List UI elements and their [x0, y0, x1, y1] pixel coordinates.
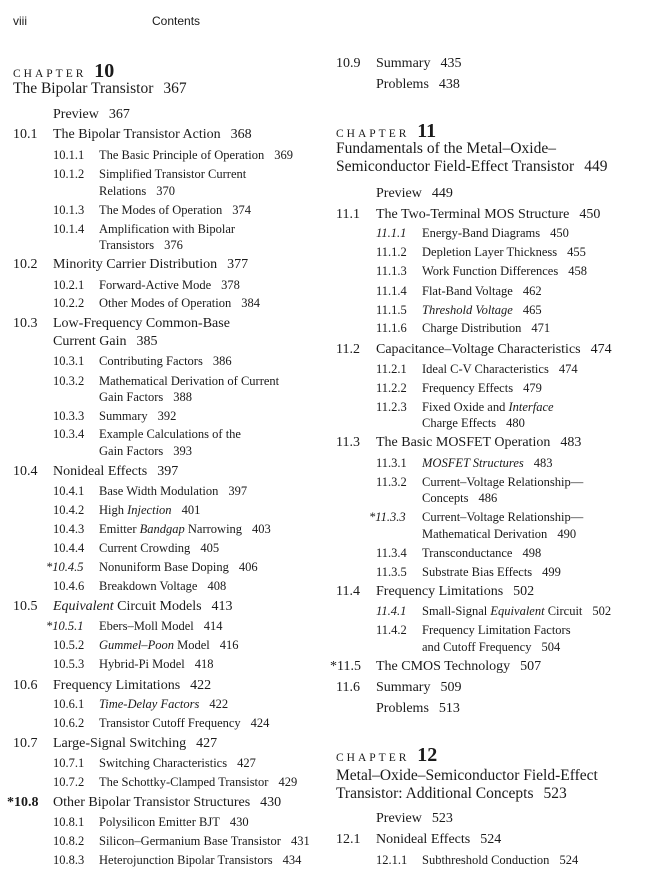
entry-title: Large-Signal Switching: [53, 736, 187, 751]
toc-entry-subsection[interactable]: [336, 382, 542, 395]
entry-number: 12.1: [336, 832, 361, 847]
toc-entry-section[interactable]: [336, 343, 612, 357]
page-number-ref: 388: [173, 390, 192, 404]
entry-number: *10.8: [7, 795, 39, 810]
entry-number: 12.1.1: [376, 853, 408, 867]
page-number-ref: 474: [558, 362, 578, 376]
entry-number: 11.3.2: [376, 475, 407, 489]
toc-entry-subsection[interactable]: [13, 542, 219, 555]
chapter-heading: [336, 745, 437, 765]
entry-title: Emitter Bandgap Narrowing: [99, 522, 243, 536]
page-number-ref: 378: [221, 278, 240, 292]
entry-title: The Schottky-Clamped Transistor: [99, 775, 269, 789]
entry-title: Amplification with Bipolar: [99, 222, 236, 236]
entry-title: Frequency Limitations: [53, 678, 181, 693]
toc-entry-subsection[interactable]: [336, 528, 576, 541]
toc-entry-subsection[interactable]: [13, 698, 228, 711]
toc-entry-subsection[interactable]: [13, 168, 246, 181]
entry-number: 10.6.2: [53, 716, 85, 730]
page-number-ref: 416: [219, 638, 239, 652]
entry-title: Energy-Band Diagrams: [422, 226, 541, 240]
chapter-number: 10: [94, 60, 115, 82]
entry-title: Preview: [376, 811, 422, 826]
page-number-ref: 418: [194, 657, 214, 671]
entry-number: *10.5.1: [46, 619, 84, 633]
entry-title: Current–Voltage Relationship—: [422, 475, 584, 489]
page-number-ref: 479: [523, 381, 542, 395]
entry-title: The Bipolar Transistor: [13, 80, 154, 97]
entry-number: 10.3: [13, 316, 38, 331]
toc-entry-section[interactable]: [336, 702, 460, 716]
toc-entry-subsection[interactable]: [336, 624, 571, 637]
entry-number: 10.3.1: [53, 354, 85, 368]
toc-entry-subsection[interactable]: [336, 265, 587, 278]
toc-entry-subsection[interactable]: [336, 227, 569, 240]
entry-number: 10.1.1: [53, 148, 85, 162]
toc-entry-section[interactable]: [330, 659, 542, 674]
entry-number: *11.5: [330, 659, 361, 674]
entry-number: 10.7: [13, 736, 38, 751]
page-number-ref: 386: [212, 354, 232, 368]
entry-number: 10.2.2: [53, 296, 85, 310]
page-number-ref: 523: [431, 811, 453, 826]
toc-entry-subsection[interactable]: [13, 239, 183, 252]
entry-title: Metal–Oxide–Semiconductor Field-Effect: [336, 767, 598, 784]
entry-title: Transistor Cutoff Frequency: [99, 716, 241, 730]
toc-entry-section[interactable]: [336, 812, 453, 826]
entry-title: Base Width Modulation: [99, 484, 219, 498]
entry-title: Current–Voltage Relationship—: [422, 510, 584, 524]
entry-title: Heterojunction Bipolar Transistors: [99, 853, 273, 867]
page-number-ref: 392: [157, 409, 177, 423]
entry-title: Breakdown Voltage: [99, 579, 198, 593]
chapter-label: CHAPTER: [336, 752, 410, 764]
page-number-ref: 449: [431, 186, 453, 201]
toc-entry-section[interactable]: [336, 187, 453, 201]
entry-title: Hybrid-Pi Model: [99, 657, 185, 671]
entry-number: 11.1.1: [376, 226, 407, 240]
entry-title: The Bipolar Transistor Action: [53, 127, 221, 142]
entry-number: 10.8.2: [53, 834, 85, 848]
entry-number: 11.2.2: [376, 381, 407, 395]
page-number-ref: 435: [440, 56, 462, 71]
entry-title: Fixed Oxide and Interface: [422, 400, 554, 414]
entry-title: Depletion Layer Thickness: [422, 245, 558, 259]
entry-title: High Injection: [99, 503, 172, 517]
entry-number: 11.3.5: [376, 565, 407, 579]
toc-entry-subsection[interactable]: [13, 561, 258, 574]
page-number-ref: 458: [568, 264, 587, 278]
entry-title: Current Crowding: [99, 541, 191, 555]
entry-number: 10.8.3: [53, 853, 85, 867]
page-number-ref: 486: [478, 491, 498, 505]
entry-number: 11.3.4: [376, 546, 407, 560]
entry-title: Preview: [53, 107, 99, 122]
page-number-ref: 406: [238, 560, 258, 574]
entry-title: Preview: [376, 186, 422, 201]
toc-entry-subsection[interactable]: [336, 547, 541, 560]
entry-title: Charge Distribution: [422, 321, 522, 335]
toc-entry-section[interactable]: [13, 600, 233, 614]
toc-entry-subsection[interactable]: [13, 854, 301, 867]
page-number-ref: 397: [228, 484, 248, 498]
page-number-ref: 431: [290, 834, 310, 848]
toc-entry-section[interactable]: [13, 258, 248, 272]
entry-title: Summary: [376, 56, 431, 71]
entry-number: 10.4.1: [53, 484, 85, 498]
toc-entry-subsection[interactable]: [13, 375, 279, 388]
entry-title: Mathematical Derivation of Current: [99, 374, 280, 388]
entry-number: 10.1.4: [53, 222, 85, 236]
toc-entry-section[interactable]: [13, 128, 252, 142]
toc-entry-subsection[interactable]: [13, 485, 247, 498]
entry-title: Flat-Band Voltage: [422, 284, 513, 298]
entry-number: 11.4.2: [376, 623, 407, 637]
toc-entry-subsection[interactable]: [336, 605, 611, 618]
toc-entry-section[interactable]: [13, 737, 217, 751]
toc-entry-section[interactable]: [7, 795, 282, 810]
page-number-ref: 434: [282, 853, 302, 867]
toc-entry-subsection[interactable]: [13, 428, 241, 441]
page-number-ref: 367: [108, 107, 130, 122]
page-number-ref: 397: [157, 464, 179, 479]
toc-entry-section[interactable]: [13, 317, 230, 331]
entry-title: Subthreshold Conduction: [422, 853, 550, 867]
toc-entry-subsection[interactable]: [336, 492, 497, 505]
entry-number: 10.4.2: [53, 503, 85, 517]
toc-entry-subsection[interactable]: [336, 417, 525, 430]
page-number-ref: 438: [438, 77, 460, 92]
toc-entry-subsection[interactable]: [336, 476, 583, 489]
chapter-title[interactable]: [336, 159, 607, 175]
page-number-ref: 414: [203, 619, 223, 633]
toc-entry-subsection[interactable]: [13, 523, 271, 536]
page-number-ref: 384: [241, 296, 261, 310]
entry-number: 11.2: [336, 342, 360, 357]
entry-title: Mathematical Derivation: [422, 527, 548, 541]
page-number-ref: 471: [531, 321, 551, 335]
toc-entry-subsection[interactable]: [13, 223, 235, 236]
toc-entry-section[interactable]: [13, 108, 130, 122]
entry-title: Gummel–Poon Model: [99, 638, 210, 652]
entry-number: 10.5.2: [53, 638, 85, 652]
entry-title: Gain Factors: [99, 390, 164, 404]
page-number-ref: 524: [480, 832, 502, 847]
page-number-ref: 483: [533, 456, 553, 470]
entry-number: 10.9: [336, 56, 361, 71]
entry-title: Transistor: Additional Concepts: [336, 785, 534, 802]
page-number-ref: 403: [252, 522, 271, 536]
entry-title: and Cutoff Frequency: [422, 640, 532, 654]
entry-number: 10.6.1: [53, 697, 85, 711]
entry-number: 11.3.1: [376, 456, 407, 470]
chapter-title[interactable]: [13, 81, 187, 97]
page-number-ref: 430: [260, 795, 282, 810]
page-number-ref: 502: [592, 604, 612, 618]
entry-number: 10.4.6: [53, 579, 85, 593]
entry-number: 11.6: [336, 680, 360, 695]
entry-title: Nonuniform Base Doping: [99, 560, 229, 574]
page-number-ref: 465: [522, 303, 542, 317]
entry-number: 11.1.2: [376, 245, 407, 259]
toc-entry-subsection[interactable]: [13, 639, 239, 652]
page-number-ref: 502: [513, 584, 535, 599]
chapter-title[interactable]: [336, 768, 598, 784]
entry-number: 10.4.4: [53, 541, 85, 555]
entry-title: Relations: [99, 184, 147, 198]
entry-number: 10.7.2: [53, 775, 85, 789]
toc-entry-subsection[interactable]: [13, 816, 249, 829]
page-number-ref: 374: [232, 203, 251, 217]
entry-title: The Basic Principle of Operation: [99, 148, 265, 162]
toc-entry-subsection[interactable]: [336, 322, 550, 335]
page-number-ref: 413: [211, 599, 233, 614]
page-number-ref: 377: [227, 257, 249, 272]
page-number-ref: 455: [567, 245, 586, 259]
entry-title: Semiconductor Field-Effect Transistor: [336, 158, 575, 175]
entry-number: 11.3: [336, 435, 360, 450]
entry-title: Nonideal Effects: [53, 464, 148, 479]
entry-number: 11.1.6: [376, 321, 407, 335]
entry-title: The Basic MOSFET Operation: [376, 435, 551, 450]
page-number-ref: 401: [181, 503, 201, 517]
page-number-ref: 498: [522, 546, 542, 560]
entry-title: Low-Frequency Common-Base: [53, 316, 230, 331]
toc-entry-subsection[interactable]: [13, 717, 269, 730]
entry-title: Time-Delay Factors: [99, 697, 200, 711]
toc-entry-subsection[interactable]: [336, 457, 552, 470]
toc-entry-section[interactable]: [336, 681, 461, 695]
entry-number: 11.2.3: [376, 400, 407, 414]
toc-entry-section[interactable]: [336, 436, 581, 450]
toc-entry-subsection[interactable]: [13, 204, 251, 217]
page-number: viii: [13, 14, 27, 28]
entry-title: Problems: [376, 77, 429, 92]
entry-title: The Two-Terminal MOS Structure: [376, 207, 570, 222]
entry-title: Problems: [376, 701, 429, 716]
entry-title: Ebers–Moll Model: [99, 619, 194, 633]
page-number-ref: 393: [173, 444, 192, 458]
toc-entry-subsection[interactable]: [13, 658, 214, 671]
toc-entry-subsection[interactable]: [13, 757, 256, 770]
entry-title: Summary: [99, 409, 148, 423]
chapter-number: 11: [417, 120, 437, 142]
entry-title: The Modes of Operation: [99, 203, 223, 217]
entry-number: 10.3.2: [53, 374, 85, 388]
entry-title: Switching Characteristics: [99, 756, 228, 770]
toc-entry-subsection[interactable]: [13, 580, 226, 593]
page-number-ref: 523: [543, 785, 567, 802]
page-number-ref: 367: [163, 80, 187, 97]
entry-title: Forward-Active Mode: [99, 278, 212, 292]
entry-title: Current Gain: [53, 334, 127, 349]
toc-entry-section[interactable]: [336, 57, 461, 71]
chapter-label: CHAPTER: [336, 128, 410, 140]
chapter-title[interactable]: [336, 141, 556, 157]
page-number-ref: 449: [584, 158, 608, 175]
toc-entry-subsection[interactable]: [13, 297, 260, 310]
entry-number: *11.3.3: [369, 510, 406, 524]
page-number-ref: 422: [190, 678, 212, 693]
page-number-ref: 450: [579, 207, 601, 222]
page-number-ref: 499: [542, 565, 561, 579]
entry-number: 10.2: [13, 257, 38, 272]
entry-title: Transistors: [99, 238, 155, 252]
page-number-ref: 370: [156, 184, 175, 198]
toc-entry-subsection[interactable]: [336, 566, 561, 579]
running-title: Contents: [152, 14, 201, 28]
page-number-ref: 507: [520, 659, 542, 674]
toc-entry-subsection[interactable]: [13, 776, 297, 789]
entry-title: Frequency Effects: [422, 381, 514, 395]
toc-entry-section[interactable]: [336, 585, 534, 599]
entry-number: *10.4.5: [46, 560, 84, 574]
entry-title: Threshold Voltage: [422, 303, 513, 317]
page-number-ref: 405: [200, 541, 220, 555]
toc-entry-section[interactable]: [336, 833, 501, 847]
entry-number: 11.1.5: [376, 303, 407, 317]
toc-entry-subsection[interactable]: [13, 504, 200, 517]
entry-number: 10.3.4: [53, 427, 85, 441]
entry-number: 10.2.1: [53, 278, 85, 292]
entry-number: 10.1.3: [53, 203, 85, 217]
entry-title: Minority Carrier Distribution: [53, 257, 218, 272]
toc-entry-subsection[interactable]: [13, 149, 293, 162]
entry-number: 10.1: [13, 127, 38, 142]
toc-entry-subsection[interactable]: [336, 401, 554, 414]
toc-entry-subsection[interactable]: [13, 279, 240, 292]
toc-entry-section[interactable]: [13, 335, 157, 349]
entry-title: Polysilicon Emitter BJT: [99, 815, 220, 829]
entry-title: Simplified Transistor Current: [99, 167, 247, 181]
toc-entry-subsection[interactable]: [13, 620, 223, 633]
entry-title: Gain Factors: [99, 444, 164, 458]
entry-number: 11.1.4: [376, 284, 407, 298]
page-number-ref: 524: [559, 853, 579, 867]
page-number-ref: 427: [237, 756, 256, 770]
entry-title: Frequency Limitations: [376, 584, 504, 599]
page-number-ref: 450: [550, 226, 569, 240]
chapter-heading: [336, 121, 436, 141]
page-number-ref: 424: [250, 716, 270, 730]
toc-entry-subsection[interactable]: [13, 835, 310, 848]
entry-title: Transconductance: [422, 546, 513, 560]
page-number-ref: 490: [557, 527, 577, 541]
entry-number: 10.8.1: [53, 815, 85, 829]
entry-title: The CMOS Technology: [376, 659, 511, 674]
chapter-title[interactable]: [336, 786, 567, 802]
page-number-ref: 483: [560, 435, 582, 450]
page-number-ref: 474: [590, 342, 612, 357]
entry-number: 11.2.1: [376, 362, 407, 376]
toc-entry-section[interactable]: [13, 465, 178, 479]
chapter-label: CHAPTER: [13, 68, 87, 80]
page-number-ref: 429: [278, 775, 298, 789]
entry-title: Concepts: [422, 491, 469, 505]
page-number-ref: 480: [506, 416, 525, 430]
entry-title: Example Calculations of the: [99, 427, 241, 441]
toc-entry-subsection[interactable]: [13, 185, 175, 198]
page-number-ref: 408: [207, 579, 227, 593]
page-number-ref: 368: [230, 127, 252, 142]
page-number-ref: 385: [136, 334, 158, 349]
entry-number: 10.1.2: [53, 167, 85, 181]
toc-entry-subsection[interactable]: [336, 285, 542, 298]
entry-number: 10.4.3: [53, 522, 85, 536]
toc-entry-section[interactable]: [336, 78, 460, 92]
entry-title: Contributing Factors: [99, 354, 203, 368]
toc-entry-subsection[interactable]: [13, 355, 232, 368]
entry-title: Other Modes of Operation: [99, 296, 232, 310]
entry-title: Substrate Bias Effects: [422, 565, 533, 579]
page-number-ref: 422: [209, 697, 229, 711]
toc-entry-subsection[interactable]: [13, 410, 176, 423]
entry-number: 10.4: [13, 464, 38, 479]
chapter-heading: [13, 61, 114, 81]
entry-title: Charge Effects: [422, 416, 497, 430]
page-number-ref: 430: [229, 815, 249, 829]
entry-title: Silicon–Germanium Base Transistor: [99, 834, 281, 848]
entry-title: Capacitance–Voltage Characteristics: [376, 342, 581, 357]
entry-number: 11.4: [336, 584, 360, 599]
entry-number: 10.7.1: [53, 756, 85, 770]
entry-number: 10.5: [13, 599, 38, 614]
entry-number: 11.1: [336, 207, 360, 222]
entry-title: MOSFET Structures: [422, 456, 524, 470]
entry-number: 11.1.3: [376, 264, 407, 278]
entry-title: Other Bipolar Transistor Structures: [53, 795, 251, 810]
entry-title: Work Function Differences: [422, 264, 559, 278]
page-number-ref: 509: [440, 680, 462, 695]
toc-entry-subsection[interactable]: [13, 445, 192, 458]
entry-number: 10.3.3: [53, 409, 85, 423]
toc-entry-subsection[interactable]: [336, 854, 578, 867]
page-number-ref: 504: [541, 640, 561, 654]
entry-number: 10.5.3: [53, 657, 85, 671]
entry-title: Frequency Limitation Factors: [422, 623, 571, 637]
toc-entry-subsection[interactable]: [336, 363, 578, 376]
page-number-ref: 427: [196, 736, 218, 751]
chapter-number: 12: [417, 744, 438, 766]
entry-number: 11.4.1: [376, 604, 407, 618]
entry-title: Ideal C-V Characteristics: [422, 362, 549, 376]
toc-entry-section[interactable]: [336, 208, 600, 222]
entry-title: Equivalent Circuit Models: [53, 599, 202, 614]
entry-title: Summary: [376, 680, 431, 695]
page-number-ref: 513: [438, 701, 460, 716]
toc-entry-subsection[interactable]: [336, 511, 583, 524]
entry-title: Fundamentals of the Metal–Oxide–: [336, 140, 556, 157]
entry-number: 10.6: [13, 678, 38, 693]
entry-title: Small-Signal Equivalent Circuit: [422, 604, 583, 618]
page-number-ref: 462: [522, 284, 542, 298]
toc-entry-subsection[interactable]: [336, 246, 586, 259]
page-number-ref: 369: [274, 148, 293, 162]
toc-entry-subsection[interactable]: [13, 391, 192, 404]
toc-entry-section[interactable]: [13, 679, 211, 693]
toc-entry-subsection[interactable]: [336, 641, 560, 654]
page-number-ref: 376: [164, 238, 183, 252]
toc-entry-subsection[interactable]: [336, 304, 542, 317]
entry-title: Nonideal Effects: [376, 832, 471, 847]
